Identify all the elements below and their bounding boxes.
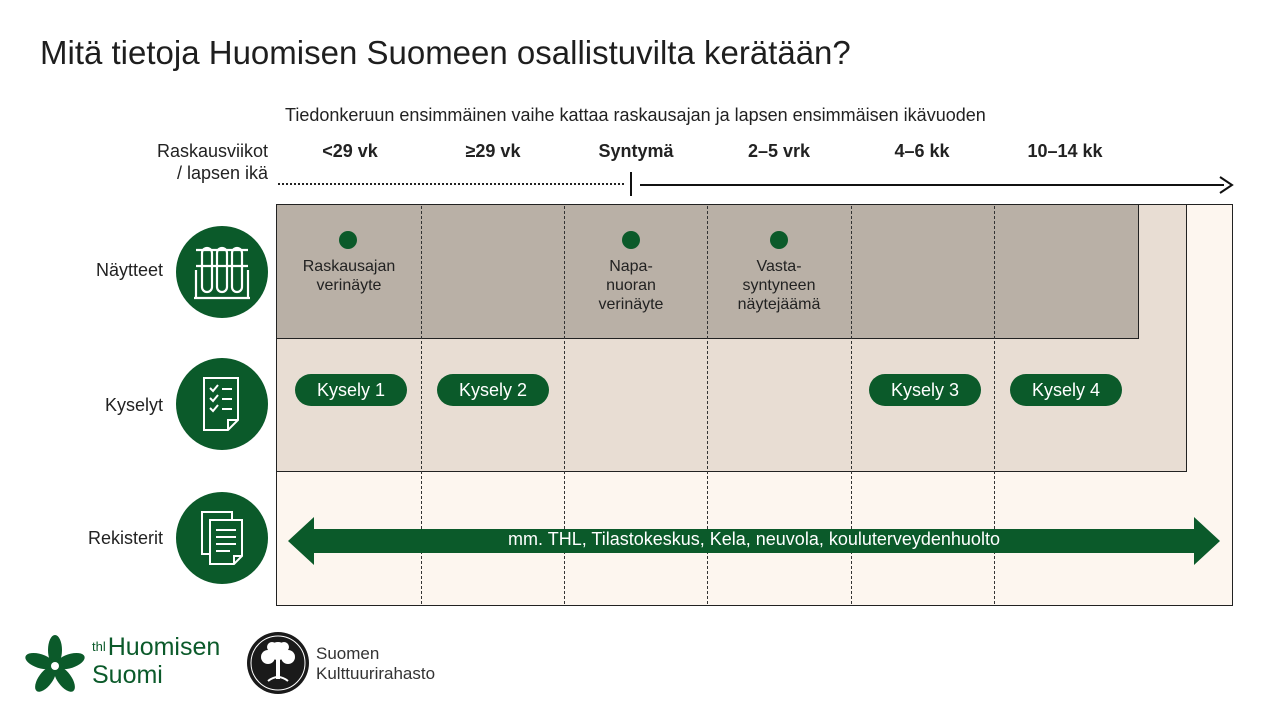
page-subtitle: Tiedonkeruun ensimmäinen vaihe kattaa raskausajan ja lapsen ensimmäisen ikävuoden xyxy=(285,105,986,125)
timeline-birth-marker xyxy=(630,172,632,196)
survey-pill-2: Kysely 2 xyxy=(437,374,549,406)
axis-label-line1: Raskausviikot xyxy=(156,141,268,161)
sample-label-line: näytejäämä xyxy=(737,296,821,313)
thl-logo-text-line2: Suomi xyxy=(92,661,163,689)
sample-label-cord-blood xyxy=(561,257,701,314)
sample-label-line: syntyneen xyxy=(742,277,816,294)
sample-label-newborn-residual xyxy=(709,257,849,314)
sample-label-line: nuoran xyxy=(606,277,656,294)
thl-logo-small-text: thl xyxy=(92,639,106,654)
row-label-naytteet: Näytteet xyxy=(95,260,163,280)
sample-label-line: Raskausajan xyxy=(302,258,396,275)
sample-label-line: verinäyte xyxy=(316,277,382,294)
row-label-rekisterit: Rekisterit xyxy=(87,528,163,548)
thl-logo-word1: Huomisen xyxy=(107,633,221,661)
page-title: Mitä tietoja Huomisen Suomeen osallistuvilta kerätään? xyxy=(40,34,851,71)
survey-pill-1: Kysely 1 xyxy=(295,374,407,406)
skr-logo-text-line1: Suomen xyxy=(316,644,380,663)
skr-logo-text-line2: Kulttuurirahasto xyxy=(316,664,436,683)
sample-label-line: Vasta- xyxy=(756,258,802,275)
timeline-axis-label xyxy=(100,140,268,184)
sample-label-line: Napa- xyxy=(609,258,653,275)
registers-sources-text: mm. THL, Tilastokeskus, Kela, neuvola, kouluterveydenhuolto xyxy=(508,529,1000,549)
documents-icon xyxy=(176,492,268,584)
sample-dot xyxy=(770,231,788,249)
checklist-icon xyxy=(176,358,268,450)
sample-dot xyxy=(339,231,357,249)
timeline-pregnancy-dotted xyxy=(278,183,624,185)
survey-pill-3: Kysely 3 xyxy=(869,374,981,406)
column-heading: 10–14 kk xyxy=(1027,141,1103,161)
tree-emblem-logo-icon xyxy=(246,631,310,695)
row-label-kyselyt: Kyselyt xyxy=(104,395,163,415)
survey-pill-4: Kysely 4 xyxy=(1010,374,1122,406)
timeline-arrowhead-icon xyxy=(1216,175,1236,195)
column-heading: ≥29 vk xyxy=(465,141,521,161)
timeline-after-birth-line xyxy=(640,184,1224,186)
test-tubes-icon xyxy=(176,226,268,318)
thl-logo-text-line1 xyxy=(92,633,220,661)
sample-dot xyxy=(622,231,640,249)
column-heading: 2–5 vrk xyxy=(747,141,811,161)
sample-label-line: verinäyte xyxy=(598,296,664,313)
sample-label-pregnancy-blood xyxy=(279,257,419,295)
column-heading: 4–6 kk xyxy=(894,141,950,161)
axis-label-line2: / lapsen ikä xyxy=(176,163,268,183)
column-heading: Syntymä xyxy=(598,141,674,161)
column-heading: <29 vk xyxy=(322,141,378,161)
